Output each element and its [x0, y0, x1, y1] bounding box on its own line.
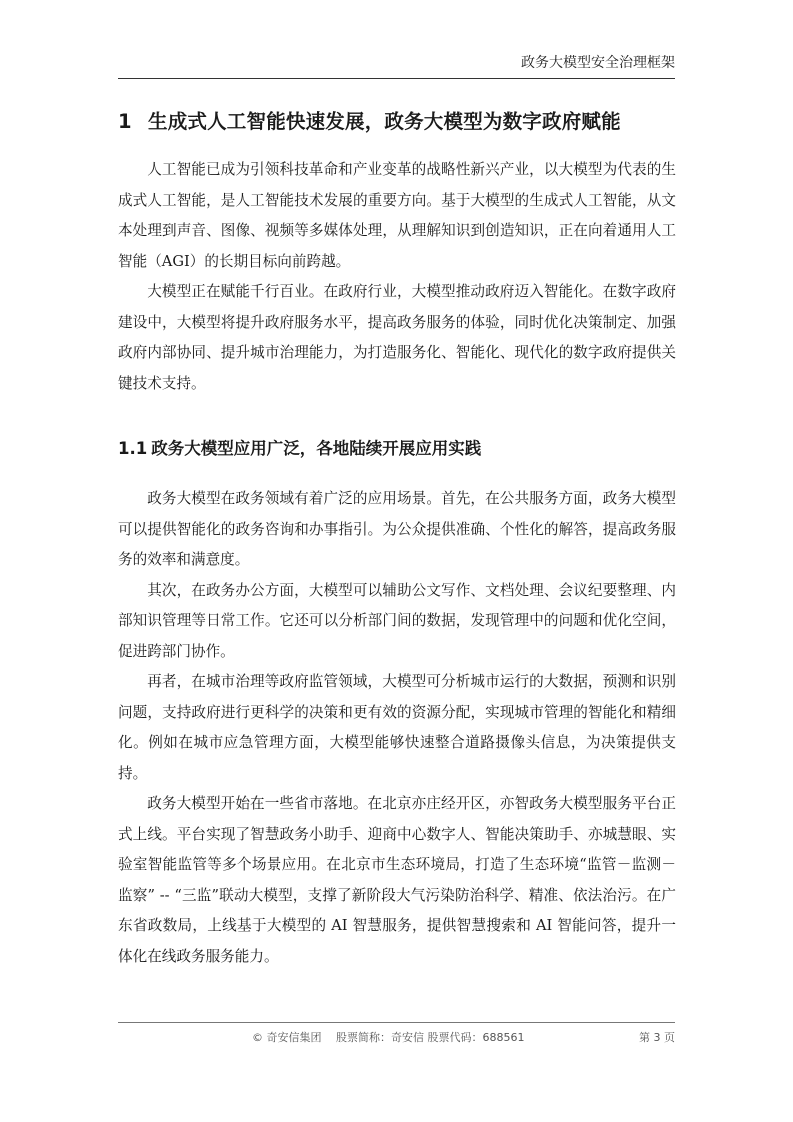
paragraph: 再者，在城市治理等政府监管领域，大模型可分析城市运行的大数据，预测和识别问题，支持政府进行更科学的决策和更有效的资源分配，实现城市管理的智能化和精细化。例如在城市应急管理方面，大模型能够快速整合道路摄像头信息，为决策提供支持。 — [118, 673, 676, 782]
footer-company: © 奇安信集团 股票简称：奇安信 股票代码：688561 — [252, 1031, 525, 1044]
page-number: 第 3 页 — [639, 1031, 675, 1044]
section-title: 生成式人工智能快速发展，政务大模型为数字政府赋能 — [148, 110, 621, 133]
subsection-number: 1.1 — [118, 439, 148, 458]
section-number: 1 — [118, 110, 132, 133]
page-footer — [118, 1022, 675, 1045]
subsection-heading — [118, 435, 678, 459]
header-title: 政务大模型安全治理框架 — [521, 55, 675, 71]
paragraph: 政务大模型在政务领域有着广泛的应用场景。首先，在公共服务方面，政务大模型可以提供智能化的政务咨询和办事指引。为公众提供准确、个性化的解答，提高政务服务的效率和满意度。 — [118, 490, 676, 568]
page-header — [118, 52, 675, 79]
paragraph: 人工智能已成为引领科技革命和产业变革的战略性新兴产业，以大模型为代表的生成式人工智能，是人工智能技术发展的重要方向。基于大模型的生成式人工智能，从文本处理到声音、图像、视频等多媒体处理，从理解知识到创造知识，正在向着通用人工智能（AGI）的长期目标向前跨越。 — [118, 161, 676, 270]
paragraph: 其次，在政务办公方面，大模型可以辅助公文写作、文档处理、会议纪要整理、内部知识管理等日常工作。它还可以分析部门间的数据，发现管理中的问题和优化空间，促进跨部门协作。 — [118, 581, 676, 660]
paragraph: 政务大模型开始在一些省市落地。在北京亦庄经开区，亦智政务大模型服务平台正式上线。平台实现了智慧政务小助手、迎商中心数字人、智能决策助手、亦城慧眼、实验室智能监管等多个场景应用。在北京市生态环境局，打造了生态环境“监管－监测－监察” -- “三监”联动大模型，支撑了新阶段大气污染防治科学、精准、依法治污。在广东省政数局，上线基于大模型的 AI 智慧服务，提供智慧搜索和 AI 智能问答，提升一体化在线政务服务能力。 — [118, 795, 676, 965]
paragraph: 大模型正在赋能千行百业。在政府行业，大模型推动政府迈入智能化。在数字政府建设中，大模型将提升政府服务水平，提高政务服务的体验，同时优化决策制定、加强政府内部协同、提升城市治理能力，为打造服务化、智能化、现代化的数字政府提供关键技术支持。 — [118, 283, 676, 392]
section-heading — [118, 106, 698, 134]
subsection-title: 政务大模型应用广泛，各地陆续开展应用实践 — [151, 439, 482, 458]
section-body — [118, 155, 676, 399]
subsection-body — [118, 484, 676, 972]
